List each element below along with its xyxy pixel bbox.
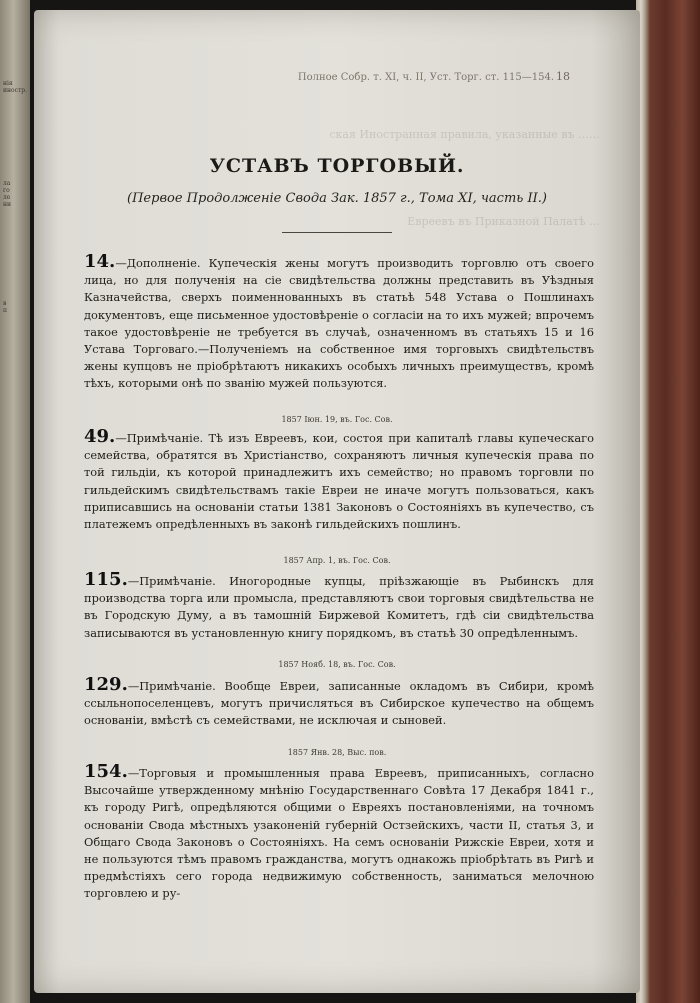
article-source: 1857 Нояб. 18, въ. Гос. Сов. (278, 660, 396, 669)
article-number: 49. (84, 426, 116, 447)
article-text: —Примѣчаніе. Иногородные купцы, пріѣзжающіе въ Рыбинскъ для производства торга или промысла, представляютъ свои торговыя свидѣтельства не въ Городскую Думу, а въ тамошній Биржевой Комитетъ, гдѣ сіи свидѣтельства записываются въ установленную книгу порядкомъ, въ статьѣ 30 опредѣленнымъ. (84, 574, 594, 640)
book-binding (636, 0, 700, 1003)
page-number: 18 (556, 70, 570, 83)
page-title: УСТАВЪ ТОРГОВЫЙ. (209, 155, 465, 177)
article-115 (84, 571, 594, 642)
article-number: 154. (84, 761, 128, 782)
article-source: 1857 Янв. 28, Выс. пов. (287, 748, 387, 757)
running-head: Полное Собр. т. XI, ч. II, Уст. Торг. ст. 115—154. (297, 72, 554, 83)
facing-page-edge: нія иностр. ла го ле ни в п (0, 0, 30, 1003)
book-page: ская Иностранная правила, указанные въ …… Евреевъ въ Приказной Палатѣ … Полное Собр. т. XI, ч. II, Уст. Торг. ст. 115—154. 18 УСТАВЪ ТОРГОВЫЙ. (Первое Продолженіе Свода Зак. 1857 г., Тома XI, часть II.) 14.—Дополненіе. Купеческія жены могутъ производить торговлю отъ своего лица, но для полученія на сіе свидѣтельства должны представить въ Уѣздныя Казначейства, сверхъ поименнованныхъ въ статьѣ 548 Устава о Пошлинахъ документовъ, еще письменное удостовѣреніе о согласіи на то ихъ мужей; впрочемъ такое удостовѣреніе не требуется въ случаѣ, означенномъ въ статьяхъ 15 и 16 Устава Торговаго.—Полученіемъ на собственное имя торговыхъ свидѣтельствъ жены купцовъ не пріобрѣтаютъ никакихъ особыхъ личныхъ преимуществъ, кромѣ тѣхъ, которыми онѣ по званію мужей пользуются. 1857 Іюн. 19, въ. Гос. Сов. 49.—Примѣчаніе. Тѣ изъ Евреевъ, кои, состоя при капиталѣ главы купеческаго семейства, обратятся въ Христіанство, сохраняютъ личныя купеческія права по той гильдіи, къ которой принадлежитъ ихъ семейство; но правомъ торговли по гильдейскимъ свидѣтельствамъ такіе Евреи не иначе могутъ пользоваться, какъ приписавшись на основаніи статьи 1381 Законовъ о Состояніяхъ въ купечество, съ платежемъ опредѣленныхъ въ законѣ гильдейскихъ пошлинъ. 1857 Апр. 1, въ. Гос. Сов. 115.—Примѣчаніе. Иногородные купцы, пріѣзжающіе въ Рыбинскъ для производства торга или промысла, представляютъ свои торговыя свидѣтельства не въ Городскую Думу, а въ тамошній Биржевой Комитетъ, гдѣ сіи свидѣтельства записываются въ установленную книгу порядкомъ, въ статьѣ 30 опредѣленнымъ. 1857 Нояб. 18, въ. Гос. Сов. 129.—Примѣчаніе. Вообще Евреи, записанные окладомъ въ Сибири, кромѣ ссыльнопоселенцевъ, могутъ причисляться въ Сибирское купечество на общемъ основаніи, вмѣстѣ съ семействами, не исключая и сыновей. 1857 Янв. 28, Выс. пов. 154.—Торговыя и промышленныя права Евреевъ, приписанныхъ, согласно Высочайше утвержденному мнѣнію Государственнаго Совѣта 17 Декабря 1841 г., къ городу Ригѣ, опредѣляются общими о Евреяхъ постановленіями, на точномъ основаніи Свода мѣстныхъ узаконеній губерній Остзейскихъ, части II, статья 3, и Общаго Свода Законовъ о Состояніяхъ. На семъ основаніи Рижскіе Евреи, хотя и не пользуются тѣмъ правомъ гражданства, могутъ однакожь пріобрѣтать въ Ригѣ и предмѣстіяхъ сего города недвижимую собственность, заниматься мелочною торговлею и ру- (34, 10, 640, 993)
article-number: 115. (84, 569, 128, 590)
title-rule (282, 232, 392, 233)
article-129 (84, 676, 594, 730)
article-number: 129. (84, 674, 128, 695)
article-49 (84, 428, 594, 533)
article-number: 14. (84, 251, 116, 272)
article-text: —Примѣчаніе. Вообще Евреи, записанные окладомъ въ Сибири, кромѣ ссыльнопоселенцевъ, могутъ причисляться въ Сибирское купечество на общемъ основаніи, вмѣстѣ съ семействами, не исключая и сыновей. (84, 679, 594, 728)
article-source: 1857 Іюн. 19, въ. Гос. Сов. (281, 415, 393, 424)
article-text: —Дополненіе. Купеческія жены могутъ производить торговлю отъ своего лица, но для полученія на сіе свидѣтельства должны представить въ Уѣздныя Казначейства, сверхъ поименнованныхъ въ статьѣ 548 Устава о Пошлинахъ документовъ, еще письменное удостовѣреніе о согласіи на то ихъ мужей; впрочемъ такое удостовѣреніе не требуется въ случаѣ, означенномъ въ статьяхъ 15 и 16 Устава Торговаго.—Полученіемъ на собственное имя торговыхъ свидѣтельствъ жены купцовъ не пріобрѣтаютъ никакихъ особыхъ личныхъ преимуществъ, кромѣ тѣхъ, которыми онѣ по званію мужей пользуются. (84, 256, 594, 391)
article-source: 1857 Апр. 1, въ. Гос. Сов. (283, 556, 391, 565)
article-text: —Примѣчаніе. Тѣ изъ Евреевъ, кои, состоя при капиталѣ главы купеческаго семейства, обратятся въ Христіанство, сохраняютъ личныя купеческія права по той гильдіи, къ которой принадлежитъ ихъ семейство; но правомъ торговли по гильдейскимъ свидѣтельствамъ такіе Евреи не иначе могутъ пользоваться, какъ приписавшись на основаніи статьи 1381 Законовъ о Состояніяхъ въ купечество, съ платежемъ опредѣленныхъ въ законѣ гильдейскихъ пошлинъ. (84, 431, 594, 532)
article-154 (84, 763, 594, 903)
article-14 (84, 253, 594, 393)
page-subtitle: (Первое Продолженіе Свода Зак. 1857 г., Тома XI, часть II.) (127, 191, 547, 206)
article-text: —Торговыя и промышленныя права Евреевъ, приписанныхъ, согласно Высочайше утвержденному мнѣнію Государственнаго Совѣта 17 Декабря 1841 г., къ городу Ригѣ, опредѣляются общими о Евреяхъ постановленіями, на точномъ основаніи Свода мѣстныхъ узаконеній губерній Остзейскихъ, части II, статья 3, и Общаго Свода Законовъ о Состояніяхъ. На семъ основаніи Рижскіе Евреи, хотя и не пользуются тѣмъ правомъ гражданства, могутъ однакожь пріобрѣтать въ Ригѣ и предмѣстіяхъ сего города недвижимую собственность, заниматься мелочною торговлею и ру- (84, 766, 594, 901)
